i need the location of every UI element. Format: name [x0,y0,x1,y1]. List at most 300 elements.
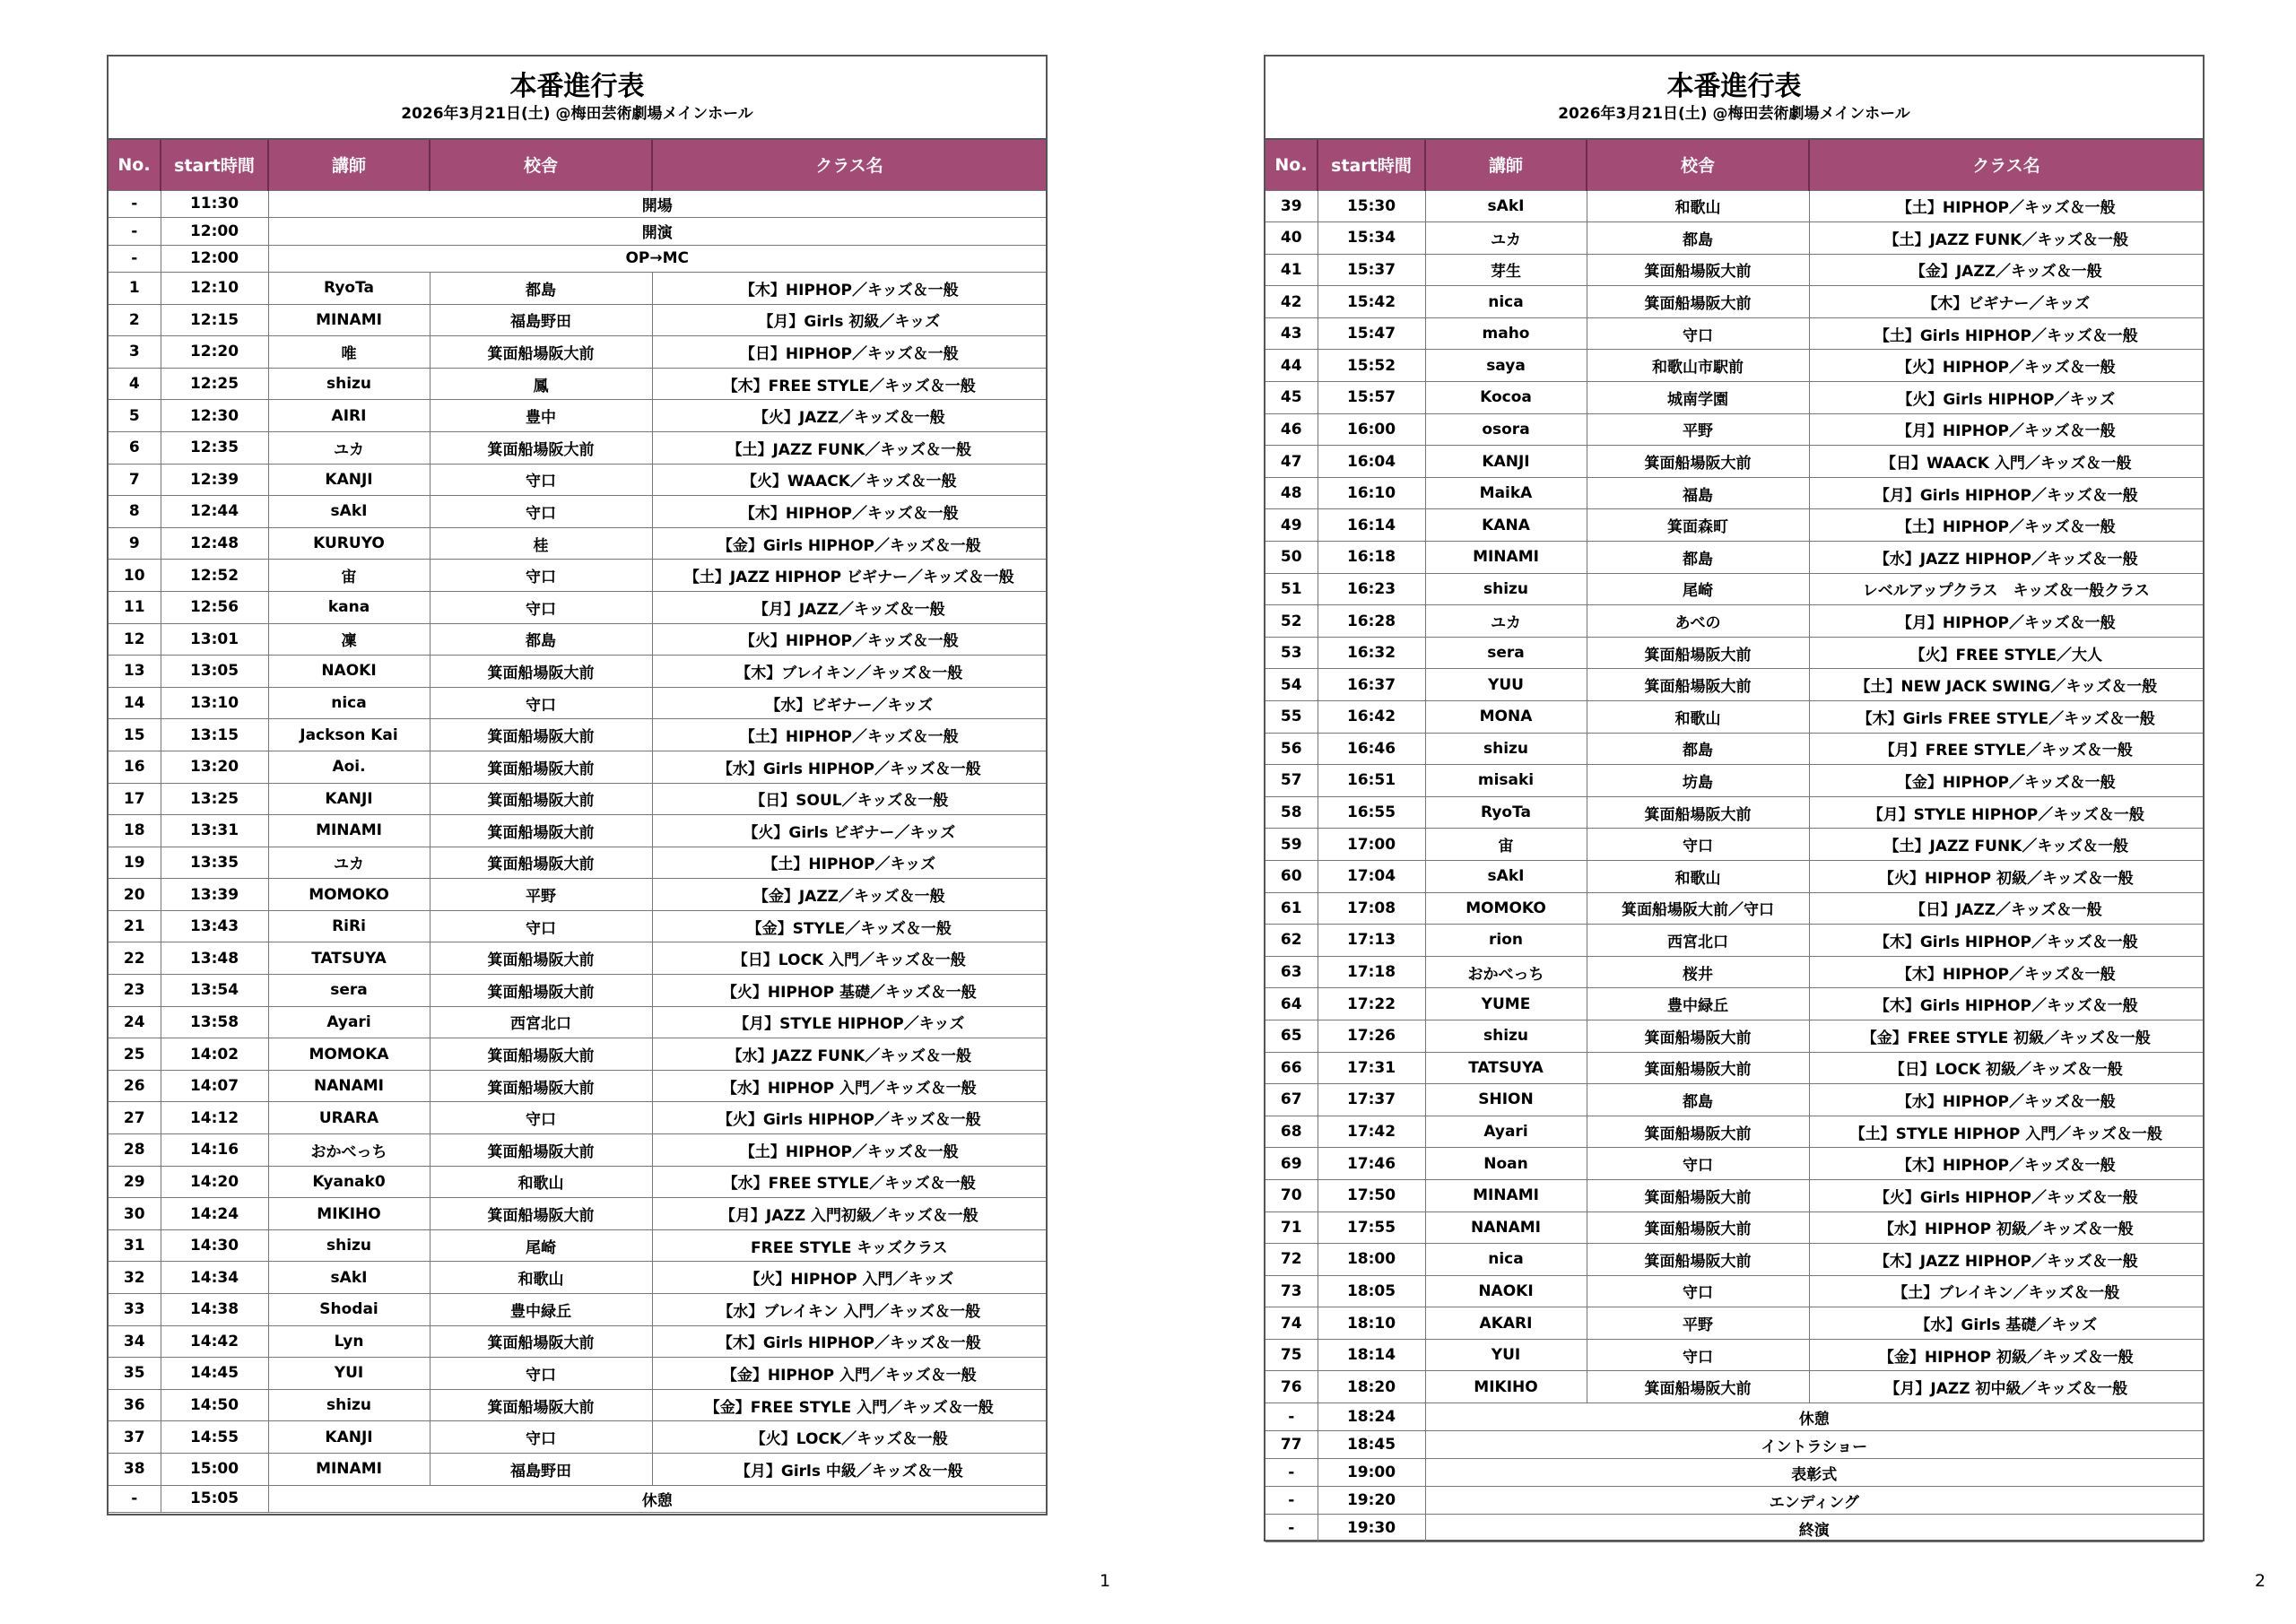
start-time-cell: 16:14 [1318,509,1425,542]
start-time-cell: 13:39 [161,879,268,911]
event-row [109,218,1046,246]
school-cell: 都島 [430,273,652,305]
row-number-cell: 67 [1265,1084,1318,1116]
class-name-cell: 【月】Girls 初級／キッズ [652,304,1046,336]
start-time-cell: 16:37 [1318,669,1425,701]
event-row [109,1485,1046,1513]
start-time-cell: 14:02 [161,1038,268,1071]
start-time-cell: 13:48 [161,942,268,975]
class-name-cell: 【月】HIPHOP／キッズ＆一般 [1809,413,2203,446]
table-row [109,1006,1046,1038]
teacher-cell: 唯 [268,336,430,369]
row-number-cell: 65 [1265,1020,1318,1052]
row-number-cell: 73 [1265,1275,1318,1307]
schedule-table-body [109,190,1046,1513]
start-time-cell: 13:31 [161,815,268,847]
table-row [1265,509,2203,542]
start-time-cell: 16:00 [1318,413,1425,446]
start-time-cell: 14:38 [161,1294,268,1326]
row-number-cell: 11 [109,591,161,623]
teacher-cell: おかべっち [1425,956,1587,988]
start-time-cell: 12:00 [161,245,268,273]
event-row [109,245,1046,273]
class-name-cell: FREE STYLE キッズクラス [652,1229,1046,1262]
school-cell: 箕面船場阪大前 [430,431,652,464]
school-cell: 西宮北口 [430,1006,652,1038]
start-time-cell: 14:50 [161,1389,268,1421]
row-number-cell: 57 [1265,765,1318,797]
class-name-cell: 【水】ビギナー／キッズ [652,687,1046,719]
table-row [1265,1116,2203,1148]
start-time-cell: 12:25 [161,368,268,400]
start-time-cell: 14:20 [161,1166,268,1198]
class-name-cell: 【土】HIPHOP／キッズ＆一般 [652,1134,1046,1167]
school-cell: 都島 [1587,1084,1809,1116]
row-number-cell: 2 [109,304,161,336]
teacher-cell: sAkI [1425,860,1587,892]
table-row [1265,350,2203,382]
class-name-cell: 【水】ブレイキン 入門／キッズ＆一般 [652,1294,1046,1326]
table-row [1265,956,2203,988]
class-name-cell: 【土】Girls HIPHOP／キッズ＆一般 [1809,317,2203,350]
school-cell: 福島野田 [430,1453,652,1485]
teacher-cell: おかべっち [268,1134,430,1167]
school-cell: 守口 [430,687,652,719]
class-name-cell: 【土】JAZZ HIPHOP ビギナー／キッズ＆一般 [652,560,1046,592]
start-time-cell: 15:00 [161,1453,268,1485]
teacher-cell: 宙 [268,560,430,592]
row-number-cell: 68 [1265,1116,1318,1148]
start-time-cell: 19:30 [1318,1515,1425,1542]
table-row [109,942,1046,975]
row-number-cell: 62 [1265,925,1318,957]
table-row [109,1134,1046,1167]
start-time-cell: 17:04 [1318,860,1425,892]
row-number-cell: - [109,245,161,273]
teacher-cell: RiRi [268,910,430,942]
school-cell: 箕面船場阪大前 [430,719,652,751]
teacher-cell: nica [1425,286,1587,318]
start-time-cell: 16:18 [1318,542,1425,574]
row-number-cell: 12 [109,623,161,656]
school-cell: 和歌山 [1587,860,1809,892]
school-cell: 豊中緑丘 [1587,988,1809,1020]
table-row [109,1453,1046,1485]
start-time-cell: 18:20 [1318,1371,1425,1403]
row-number-cell: 60 [1265,860,1318,892]
start-time-cell: 14:42 [161,1325,268,1358]
class-name-cell: 【月】STYLE HIPHOP／キッズ＆一般 [1809,796,2203,829]
teacher-cell: YUU [1425,669,1587,701]
school-cell: 箕面船場阪大前 [1587,1179,1809,1211]
row-number-cell: 1 [109,273,161,305]
teacher-cell: NANAMI [268,1070,430,1102]
start-time-cell: 15:30 [1318,190,1425,222]
school-cell: 箕面船場阪大前 [430,975,652,1007]
teacher-cell: AIRI [268,400,430,432]
row-number-cell: - [1265,1403,1318,1431]
teacher-cell: KANJI [268,783,430,815]
class-name-cell: 【日】HIPHOP／キッズ＆一般 [652,336,1046,369]
class-name-cell: レベルアップクラス キッズ＆一般クラス [1809,573,2203,605]
table-row [1265,477,2203,509]
class-name-cell: 【月】JAZZ／キッズ＆一般 [652,591,1046,623]
teacher-cell: 芽生 [1425,254,1587,286]
school-cell: 都島 [430,623,652,656]
column-header-no: No. [109,140,161,190]
class-name-cell: 【土】HIPHOP／キッズ＆一般 [1809,190,2203,222]
table-row [1265,733,2203,765]
event-row [1265,1515,2203,1542]
row-number-cell: 30 [109,1198,161,1230]
class-name-cell: 【木】JAZZ HIPHOP／キッズ＆一般 [1809,1244,2203,1276]
school-cell: 和歌山 [1587,701,1809,734]
teacher-cell: TATSUYA [268,942,430,975]
table-row [1265,413,2203,446]
teacher-cell: ユカ [268,431,430,464]
start-time-cell: 19:00 [1318,1459,1425,1487]
school-cell: 守口 [430,496,652,528]
school-cell: 和歌山 [430,1166,652,1198]
start-time-cell: 13:43 [161,910,268,942]
class-name-cell: 【金】JAZZ／キッズ＆一般 [652,879,1046,911]
school-cell: 箕面船場阪大前 [430,751,652,783]
start-time-cell: 15:47 [1318,317,1425,350]
teacher-cell: shizu [268,1229,430,1262]
teacher-cell: YUI [268,1358,430,1390]
row-number-cell: 16 [109,751,161,783]
start-time-cell: 18:00 [1318,1244,1425,1276]
start-time-cell: 16:32 [1318,637,1425,669]
school-cell: 豊中緑丘 [430,1294,652,1326]
teacher-cell: MOMOKO [268,879,430,911]
table-row [1265,988,2203,1020]
column-header-teacher: 講師 [1425,140,1587,190]
start-time-cell: 12:15 [161,304,268,336]
row-number-cell: 29 [109,1166,161,1198]
event-row [1265,1403,2203,1431]
row-number-cell: 64 [1265,988,1318,1020]
class-name-cell: 【木】HIPHOP／キッズ＆一般 [1809,956,2203,988]
start-time-cell: 18:05 [1318,1275,1425,1307]
row-number-cell: 38 [109,1453,161,1485]
teacher-cell: KANA [1425,509,1587,542]
school-cell: 鳳 [430,368,652,400]
school-cell: 箕面船場阪大前 [1587,1020,1809,1052]
start-time-cell: 17:55 [1318,1211,1425,1244]
row-number-cell: 53 [1265,637,1318,669]
school-cell: 守口 [430,910,652,942]
row-number-cell: 49 [1265,509,1318,542]
page-title: 本番進行表 [1666,71,1802,102]
row-number-cell: - [1265,1515,1318,1542]
class-name-cell: 【月】JAZZ 入門初級／キッズ＆一般 [652,1198,1046,1230]
column-header-teacher: 講師 [268,140,430,190]
row-number-cell: 34 [109,1325,161,1358]
teacher-cell: ユカ [268,847,430,879]
start-time-cell: 18:10 [1318,1307,1425,1340]
school-cell: 箕面船場阪大前 [1587,1116,1809,1148]
school-cell: 箕面船場阪大前 [430,656,652,688]
table-row [1265,892,2203,925]
schedule-page-2 [1264,55,2205,1541]
start-time-cell: 12:52 [161,560,268,592]
table-row [109,1325,1046,1358]
teacher-cell: MINAMI [1425,1179,1587,1211]
table-row [1265,637,2203,669]
table-row [1265,701,2203,734]
start-time-cell: 14:16 [161,1134,268,1167]
row-number-cell: 22 [109,942,161,975]
class-name-cell: 【土】STYLE HIPHOP 入門／キッズ＆一般 [1809,1116,2203,1148]
table-row [1265,1084,2203,1116]
teacher-cell: NAOKI [268,656,430,688]
teacher-cell: shizu [268,1389,430,1421]
schedule-table [109,140,1046,1513]
row-number-cell: 52 [1265,605,1318,638]
teacher-cell: 宙 [1425,829,1587,861]
row-number-cell: 39 [1265,190,1318,222]
start-time-cell: 17:46 [1318,1148,1425,1180]
row-number-cell: 15 [109,719,161,751]
event-cell: イントラショー [1425,1431,2203,1459]
teacher-cell: Jackson Kai [268,719,430,751]
event-cell: 終演 [1425,1515,2203,1542]
event-cell: 休憩 [1425,1403,2203,1431]
table-row [109,1166,1046,1198]
start-time-cell: 15:52 [1318,350,1425,382]
table-row [109,496,1046,528]
school-cell: 箕面船場阪大前 [1587,637,1809,669]
teacher-cell: RyoTa [1425,796,1587,829]
teacher-cell: shizu [1425,733,1587,765]
start-time-cell: 16:51 [1318,765,1425,797]
row-number-cell: 70 [1265,1179,1318,1211]
table-row [109,687,1046,719]
start-time-cell: 12:35 [161,431,268,464]
table-row [109,1294,1046,1326]
class-name-cell: 【火】WAACK／キッズ＆一般 [652,464,1046,496]
event-cell: 開演 [268,218,1046,246]
class-name-cell: 【火】HIPHOP 基礎／キッズ＆一般 [652,975,1046,1007]
class-name-cell: 【火】Girls ビギナー／キッズ [652,815,1046,847]
school-cell: 西宮北口 [1587,925,1809,957]
row-number-cell: - [1265,1459,1318,1487]
school-cell: 箕面船場阪大前 [430,1198,652,1230]
start-time-cell: 16:23 [1318,573,1425,605]
school-cell: 箕面船場阪大前 [1587,1244,1809,1276]
row-number-cell: - [1265,1487,1318,1515]
class-name-cell: 【木】FREE STYLE／キッズ＆一般 [652,368,1046,400]
school-cell: 都島 [1587,542,1809,574]
school-cell: 守口 [1587,829,1809,861]
school-cell: 守口 [430,1358,652,1390]
table-row [1265,573,2203,605]
class-name-cell: 【水】JAZZ FUNK／キッズ＆一般 [652,1038,1046,1071]
start-time-cell: 14:12 [161,1102,268,1134]
row-number-cell: 76 [1265,1371,1318,1403]
row-number-cell: 14 [109,687,161,719]
teacher-cell: osora [1425,413,1587,446]
table-row [1265,1148,2203,1180]
table-row [1265,254,2203,286]
start-time-cell: 17:26 [1318,1020,1425,1052]
teacher-cell: nica [1425,1244,1587,1276]
page-subtitle: 2026年3月21日(土) @梅田芸術劇場メインホール [401,105,753,123]
class-name-cell: 【木】HIPHOP／キッズ＆一般 [652,273,1046,305]
row-number-cell: 43 [1265,317,1318,350]
event-row [1265,1431,2203,1459]
table-row [109,1421,1046,1454]
teacher-cell: Lyn [268,1325,430,1358]
class-name-cell: 【火】Girls HIPHOP／キッズ＆一般 [652,1102,1046,1134]
teacher-cell: saya [1425,350,1587,382]
class-name-cell: 【金】HIPHOP／キッズ＆一般 [1809,765,2203,797]
row-number-cell: 21 [109,910,161,942]
row-number-cell: - [109,218,161,246]
class-name-cell: 【木】Girls HIPHOP／キッズ＆一般 [1809,988,2203,1020]
table-row [109,431,1046,464]
row-number-cell: 18 [109,815,161,847]
row-number-cell: 31 [109,1229,161,1262]
table-row [109,368,1046,400]
school-cell: 箕面船場阪大前 [430,815,652,847]
start-time-cell: 15:57 [1318,382,1425,414]
row-number-cell: 42 [1265,286,1318,318]
row-number-cell: 23 [109,975,161,1007]
school-cell: 箕面船場阪大前 [430,783,652,815]
table-row [1265,1179,2203,1211]
start-time-cell: 17:18 [1318,956,1425,988]
event-cell: エンディング [1425,1487,2203,1515]
row-number-cell: 37 [109,1421,161,1454]
schedule-table-body [1265,190,2203,1542]
column-header-start-time: start時間 [161,140,268,190]
page-title: 本番進行表 [509,71,645,102]
start-time-cell: 18:14 [1318,1339,1425,1371]
school-cell: 桂 [430,527,652,560]
school-cell: 城南学園 [1587,382,1809,414]
table-row [1265,1371,2203,1403]
teacher-cell: NAOKI [1425,1275,1587,1307]
school-cell: 箕面船場阪大前 [1587,1371,1809,1403]
start-time-cell: 17:50 [1318,1179,1425,1211]
table-row [109,464,1046,496]
teacher-cell: sAkI [268,496,430,528]
row-number-cell: 63 [1265,956,1318,988]
table-row [1265,796,2203,829]
class-name-cell: 【火】HIPHOP／キッズ＆一般 [1809,350,2203,382]
start-time-cell: 14:34 [161,1262,268,1294]
class-name-cell: 【月】FREE STYLE／キッズ＆一般 [1809,733,2203,765]
row-number-cell: - [109,1485,161,1513]
school-cell: 箕面船場阪大前 [430,942,652,975]
teacher-cell: RyoTa [268,273,430,305]
teacher-cell: Kocoa [1425,382,1587,414]
class-name-cell: 【水】HIPHOP 入門／キッズ＆一般 [652,1070,1046,1102]
row-number-cell: 44 [1265,350,1318,382]
title-block [109,56,1046,140]
school-cell: 箕面船場阪大前 [1587,669,1809,701]
class-name-cell: 【水】HIPHOP／キッズ＆一般 [1809,1084,2203,1116]
class-name-cell: 【木】Girls FREE STYLE／キッズ＆一般 [1809,701,2203,734]
start-time-cell: 14:30 [161,1229,268,1262]
row-number-cell: 19 [109,847,161,879]
school-cell: 和歌山市駅前 [1587,350,1809,382]
teacher-cell: Noan [1425,1148,1587,1180]
row-number-cell: 27 [109,1102,161,1134]
teacher-cell: MINAMI [268,304,430,336]
school-cell: 箕面船場阪大前 [1587,446,1809,478]
school-cell: 箕面船場阪大前 [1587,254,1809,286]
teacher-cell: Kyanak0 [268,1166,430,1198]
teacher-cell: kana [268,591,430,623]
start-time-cell: 12:20 [161,336,268,369]
table-row [1265,190,2203,222]
class-name-cell: 【土】NEW JACK SWING／キッズ＆一般 [1809,669,2203,701]
teacher-cell: nica [268,687,430,719]
row-number-cell: 3 [109,336,161,369]
start-time-cell: 16:10 [1318,477,1425,509]
teacher-cell: KURUYO [268,527,430,560]
start-time-cell: 13:54 [161,975,268,1007]
row-number-cell: 50 [1265,542,1318,574]
school-cell: 守口 [430,591,652,623]
table-row [1265,925,2203,957]
school-cell: 箕面船場阪大前 [1587,286,1809,318]
class-name-cell: 【金】JAZZ／キッズ＆一般 [1809,254,2203,286]
teacher-cell: ユカ [1425,222,1587,255]
table-row [1265,317,2203,350]
row-number-cell: 13 [109,656,161,688]
class-name-cell: 【土】HIPHOP／キッズ＆一般 [652,719,1046,751]
school-cell: 守口 [430,560,652,592]
table-row [109,910,1046,942]
teacher-cell: NANAMI [1425,1211,1587,1244]
teacher-cell: MINAMI [1425,542,1587,574]
class-name-cell: 【土】JAZZ FUNK／キッズ＆一般 [652,431,1046,464]
teacher-cell: shizu [268,368,430,400]
teacher-cell: MOMOKO [1425,892,1587,925]
school-cell: 坊島 [1587,765,1809,797]
school-cell: 箕面船場阪大前 [1587,796,1809,829]
table-row [109,1102,1046,1134]
row-number-cell: 77 [1265,1431,1318,1459]
event-row [1265,1487,2203,1515]
class-name-cell: 【土】JAZZ FUNK／キッズ＆一般 [1809,222,2203,255]
class-name-cell: 【火】HIPHOP 入門／キッズ [652,1262,1046,1294]
start-time-cell: 15:42 [1318,286,1425,318]
start-time-cell: 16:55 [1318,796,1425,829]
start-time-cell: 17:42 [1318,1116,1425,1148]
start-time-cell: 12:00 [161,218,268,246]
class-name-cell: 【火】JAZZ／キッズ＆一般 [652,400,1046,432]
teacher-cell: URARA [268,1102,430,1134]
class-name-cell: 【火】Girls HIPHOP／キッズ [1809,382,2203,414]
class-name-cell: 【火】HIPHOP／キッズ＆一般 [652,623,1046,656]
table-row [109,1262,1046,1294]
class-name-cell: 【火】Girls HIPHOP／キッズ＆一般 [1809,1179,2203,1211]
teacher-cell: sera [1425,637,1587,669]
class-name-cell: 【水】JAZZ HIPHOP／キッズ＆一般 [1809,542,2203,574]
teacher-cell: sera [268,975,430,1007]
school-cell: 箕面船場阪大前 [430,1070,652,1102]
table-row [1265,1275,2203,1307]
row-number-cell: 20 [109,879,161,911]
row-number-cell: 58 [1265,796,1318,829]
class-name-cell: 【金】FREE STYLE 初級／キッズ＆一般 [1809,1020,2203,1052]
table-row [1265,542,2203,574]
